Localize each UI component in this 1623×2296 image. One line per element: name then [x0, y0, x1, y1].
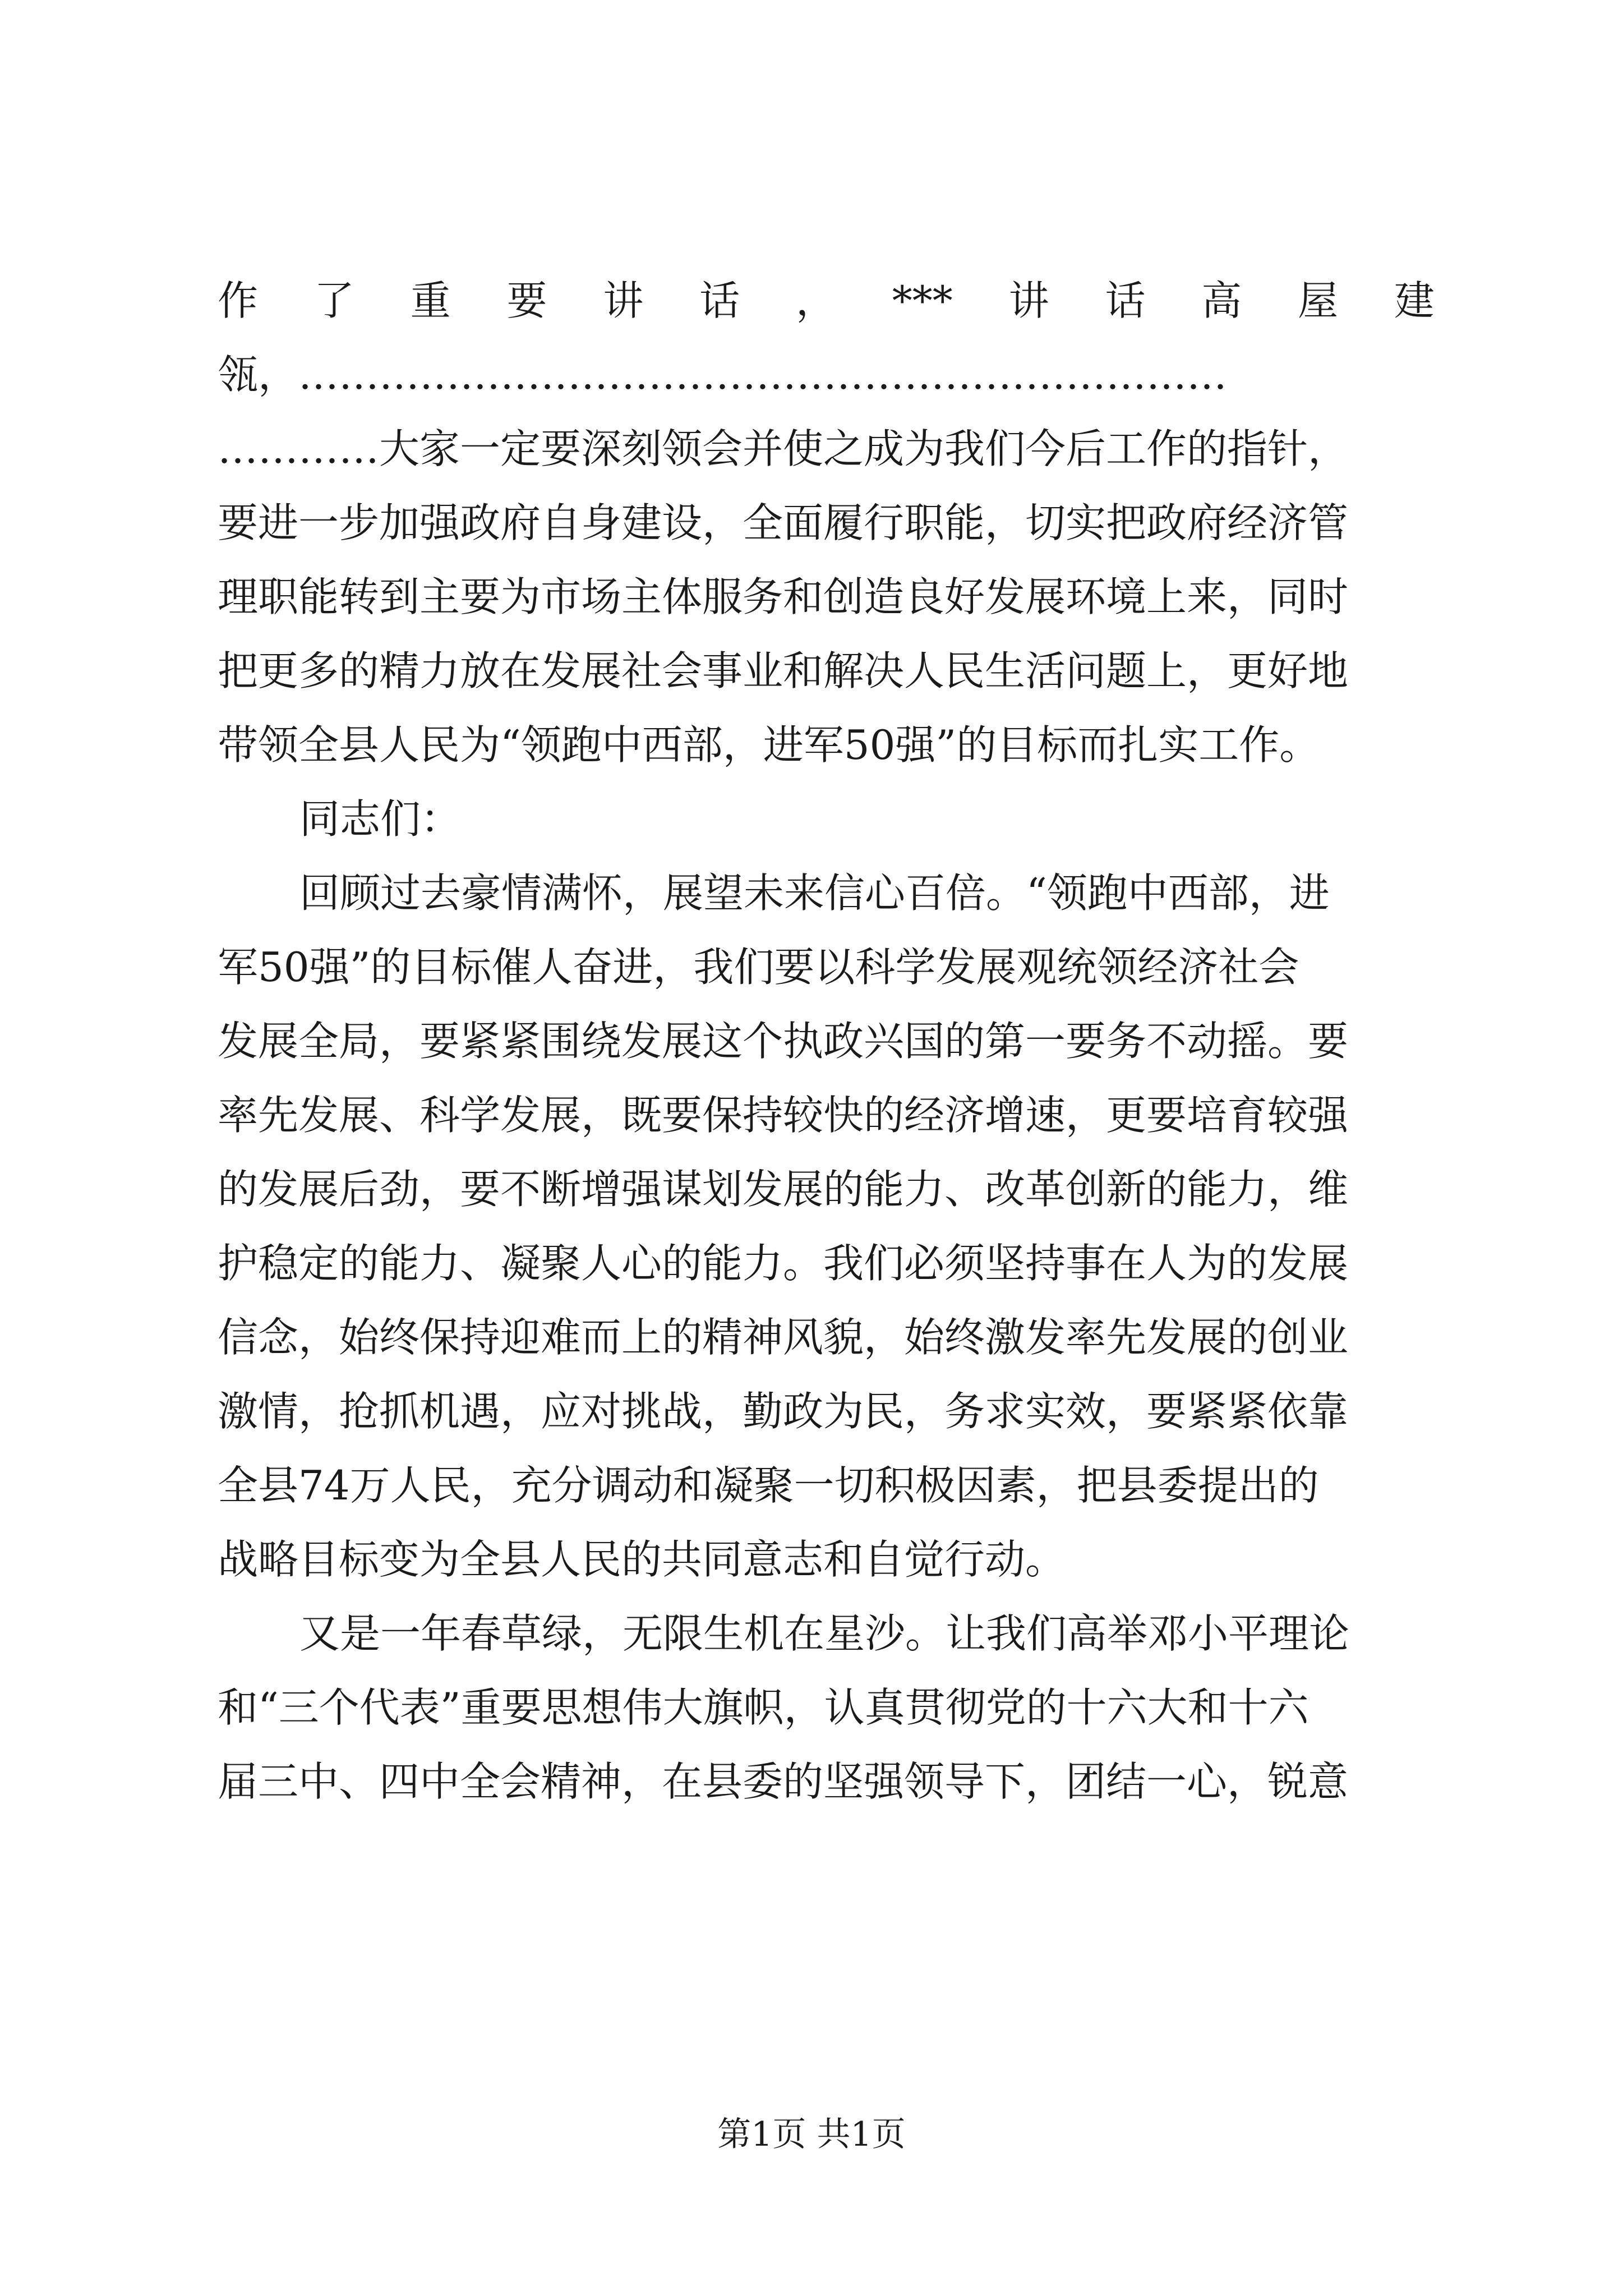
text-line: …………大家一定要深刻领会并使之成为我们今后工作的指针， [218, 425, 1349, 472]
text-char: 重 [410, 277, 451, 324]
paragraph-start-line: 回顾过去豪情满怀，展望未来信心百倍。“领跑中西部，进 [299, 869, 1330, 917]
text-line: 激情，抢抓机遇，应对挑战，勤政为民，务求实效，要紧紧依靠 [218, 1388, 1349, 1435]
document-body [218, 264, 1435, 1819]
text-char: 讲 [603, 277, 644, 324]
text-line: 发展全局，要紧紧围绕发展这个执政兴国的第一要务不动摇。要 [218, 1018, 1349, 1065]
text-line: 把更多的精力放在发展社会事业和解决人民生活问题上，更好地 [218, 647, 1349, 694]
salutation-line: 同志们： [299, 795, 462, 843]
text-line: 届三中、四中全会精神，在县委的坚强领导下，团结一心，锐意 [218, 1758, 1349, 1805]
text-line-justified [218, 264, 1435, 338]
text-char: 作 [218, 277, 259, 324]
text-char: 建 [1394, 277, 1435, 324]
text-char: 话 [699, 277, 740, 324]
text-line: 和“三个代表”重要思想伟大旗帜，认真贯彻党的十六大和十六 [218, 1684, 1309, 1731]
text-line: 带领全县人民为“领跑中西部，进军50强”的目标而扎实工作。 [218, 721, 1320, 769]
text-line: 率先发展、科学发展，既要保持较快的经济增速，更要培育较强 [218, 1092, 1349, 1139]
text-char: ， [795, 277, 836, 324]
text-line: 战略目标变为全县人民的共同意志和自觉行动。 [218, 1536, 1066, 1583]
text-line: 信念，始终保持迎难而上的精神风貌，始终激发率先发展的创业 [218, 1314, 1349, 1361]
text-line: 全县74万人民，充分调动和凝聚一切积极因素，把县委提出的 [218, 1462, 1319, 1509]
text-line: 理职能转到主要为市场主体服务和创造良好发展环境上来，同时 [218, 573, 1349, 620]
text-line: 军50强”的目标催人奋进，我们要以科学发展观统领经济社会 [218, 944, 1299, 991]
text-line: 的发展后劲，要不断增强谋划发展的能力、改革创新的能力，维 [218, 1166, 1349, 1213]
text-char: 屋 [1298, 277, 1339, 324]
text-char: *** [892, 277, 953, 324]
page-footer: 第1页 共1页 [717, 2115, 906, 2154]
text-line: 瓴，…………………………………………………………… [218, 351, 1227, 398]
text-char: 要 [506, 277, 547, 324]
text-char: 高 [1201, 277, 1242, 324]
paragraph-start-line: 又是一年春草绿，无限生机在星沙。让我们高举邓小平理论 [299, 1610, 1350, 1657]
text-line: 护稳定的能力、凝聚人心的能力。我们必须坚持事在人为的发展 [218, 1240, 1349, 1287]
text-line: 要进一步加强政府自身建设，全面履行职能，切实把政府经济管 [218, 499, 1349, 546]
text-char: 话 [1105, 277, 1146, 324]
text-char: 讲 [1008, 277, 1049, 324]
text-char: 了 [313, 277, 354, 324]
